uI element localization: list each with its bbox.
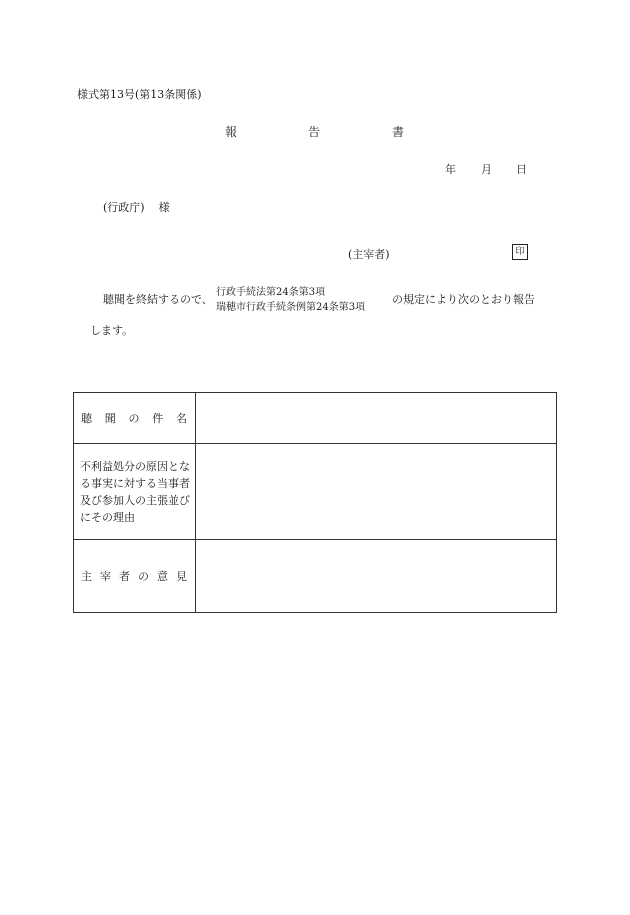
body-text-start: 聴聞を終結するので、 (103, 293, 213, 306)
form-number: 様式第13号(第13条関係) (77, 88, 202, 101)
table-row (74, 393, 557, 444)
date-day-label: 日 (516, 163, 527, 176)
row-label-hearing-title: 聴聞の件名 (74, 393, 196, 444)
addressee-name: (行政庁) (103, 201, 145, 214)
report-table (73, 392, 557, 613)
addressee (103, 199, 170, 215)
date-month-label: 月 (481, 163, 492, 176)
date-year-label: 年 (445, 163, 456, 176)
law-reference-1: 行政手続法第24条第3項 (216, 287, 326, 298)
row-label-presider-opinion: 主宰者の意見 (74, 540, 196, 613)
table-row (74, 540, 557, 613)
row-value-presider-opinion[interactable] (196, 540, 557, 613)
body-text-continuation: します。 (90, 324, 134, 337)
addressee-honorific: 様 (158, 201, 170, 214)
law-reference-2: 瑞穂市行政手続条例第24条第3項 (216, 302, 366, 313)
presider-label: (主宰者) (348, 248, 390, 261)
title-char-1: 報 (225, 125, 238, 139)
table-row (74, 444, 557, 540)
title-char-3: 書 (392, 125, 405, 139)
seal-mark: 印 (512, 244, 528, 260)
title-char-2: 告 (308, 125, 321, 139)
row-value-claims[interactable] (196, 444, 557, 540)
body-text-end: の規定により次のとおり報告 (392, 293, 535, 306)
row-label-claims: 不利益処分の原因となる事実に対する当事者及び参加人の主張並びにその理由 (74, 444, 196, 540)
row-value-hearing-title[interactable] (196, 393, 557, 444)
